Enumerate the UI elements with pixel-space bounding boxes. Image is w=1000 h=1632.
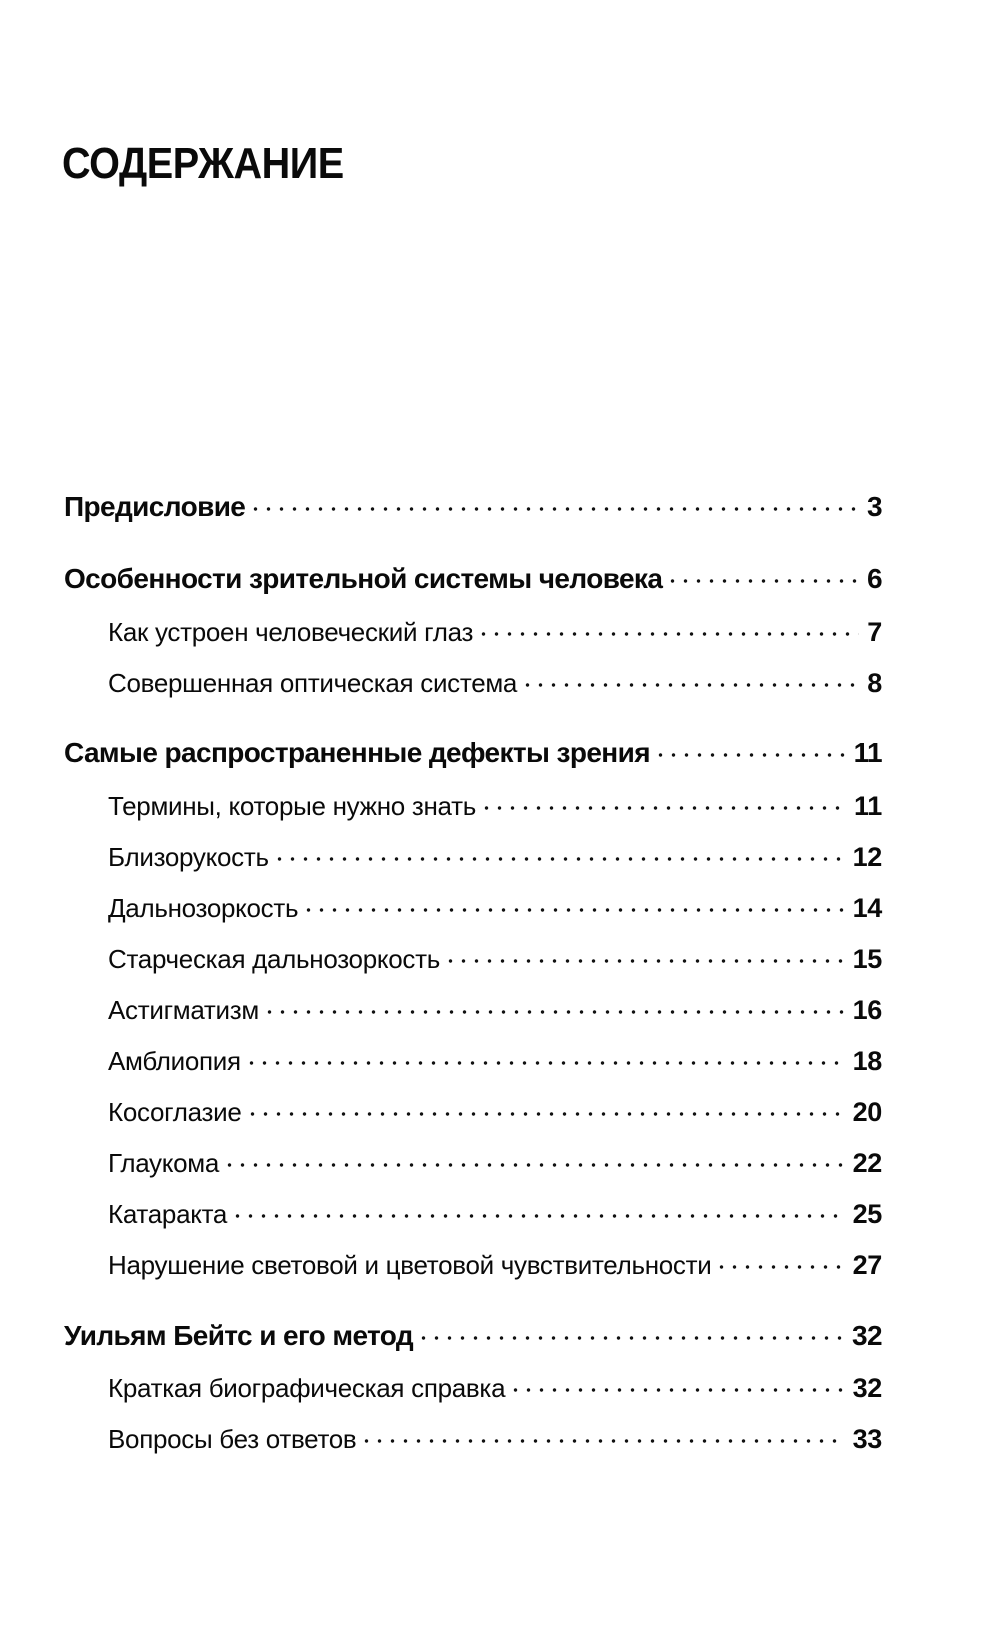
toc-entry [64, 482, 882, 522]
toc-entry-label: Краткая биографическая справка [108, 1373, 506, 1403]
toc-entry-label: Старческая дальнозоркость [108, 944, 440, 974]
dot-leader [654, 728, 846, 762]
toc-entry [108, 1036, 882, 1076]
toc-entry-label: Самые распространенные дефекты зрения [64, 737, 650, 768]
toc-entry [64, 728, 882, 768]
dot-leader [223, 1138, 845, 1172]
toc-entry-label: Совершенная оптическая система [108, 668, 518, 698]
toc-entry-label: Косоглазие [108, 1097, 242, 1127]
toc-entry-label: Особенности зрительной системы человека [64, 563, 663, 594]
toc-entry [108, 1414, 882, 1454]
toc-entry-page: 12 [852, 842, 882, 872]
toc-entry [108, 607, 882, 647]
toc-entry [108, 1240, 882, 1280]
dot-leader [480, 781, 846, 815]
dot-leader [249, 482, 859, 516]
toc-entry-label: Амблиопия [108, 1046, 241, 1076]
dot-leader [246, 1087, 845, 1121]
toc-entry-label: Как устроен человеческий глаз [108, 617, 474, 647]
toc-entry-label: Уильям Бейтс и его метод [64, 1320, 414, 1351]
toc-entry-label: Глаукома [108, 1148, 220, 1178]
dot-leader [444, 934, 845, 968]
dot-leader [231, 1189, 844, 1223]
dot-leader [302, 883, 844, 917]
dot-leader [263, 985, 845, 1019]
toc-entry-label: Дальнозоркость [108, 893, 299, 923]
toc-entry [64, 554, 882, 594]
toc-entry [108, 1087, 882, 1127]
toc-entry-page: 15 [852, 944, 882, 974]
toc-entry-page: 32 [852, 1373, 882, 1403]
toc-entry-label: Близорукость [108, 842, 269, 872]
toc-entry-page: 25 [852, 1199, 882, 1229]
toc-entry-page: 18 [852, 1046, 882, 1076]
toc-entry [108, 985, 882, 1025]
toc-entry-label: Катаракта [108, 1199, 228, 1229]
toc-entry [108, 934, 882, 974]
toc-entry-page: 11 [854, 791, 882, 821]
toc-entry-page: 11 [853, 737, 882, 768]
toc-entry [108, 781, 882, 821]
toc-entry-page: 14 [852, 893, 882, 923]
toc-entry-label: Термины, которые нужно знать [108, 791, 477, 821]
toc-entry [64, 1311, 882, 1351]
toc-entry-page: 16 [852, 995, 882, 1025]
toc-entry-page: 22 [852, 1148, 882, 1178]
toc-entry-page: 20 [852, 1097, 882, 1127]
toc-entry-label: Нарушение световой и цветовой чувствительности [108, 1250, 712, 1280]
toc-entry [108, 1189, 882, 1229]
toc-entry-page: 8 [867, 668, 882, 698]
toc-entry-page: 27 [852, 1250, 882, 1280]
dot-leader [666, 554, 859, 588]
toc-entry [108, 832, 882, 872]
dot-leader [477, 607, 859, 641]
dot-leader [509, 1363, 844, 1397]
toc-entry-label: Предисловие [64, 491, 246, 522]
toc-entry-page: 7 [867, 617, 882, 647]
toc-entry [108, 1363, 882, 1403]
page-title: СОДЕРЖАНИЕ [62, 139, 344, 188]
dot-leader [273, 832, 845, 866]
toc-entry-page: 6 [867, 563, 882, 594]
dot-leader [245, 1036, 845, 1070]
toc-entry [108, 658, 882, 698]
toc-entry-page: 33 [852, 1424, 882, 1454]
dot-leader [417, 1311, 844, 1345]
toc-entry-page: 32 [852, 1320, 882, 1351]
dot-leader [360, 1414, 844, 1448]
toc-entry-label: Астигматизм [108, 995, 259, 1025]
toc-entry [108, 883, 882, 923]
dot-leader [521, 658, 859, 692]
dot-leader [715, 1240, 844, 1274]
toc-entry-page: 3 [867, 491, 882, 522]
toc-entry [108, 1138, 882, 1178]
toc-entry-label: Вопросы без ответов [108, 1424, 357, 1454]
